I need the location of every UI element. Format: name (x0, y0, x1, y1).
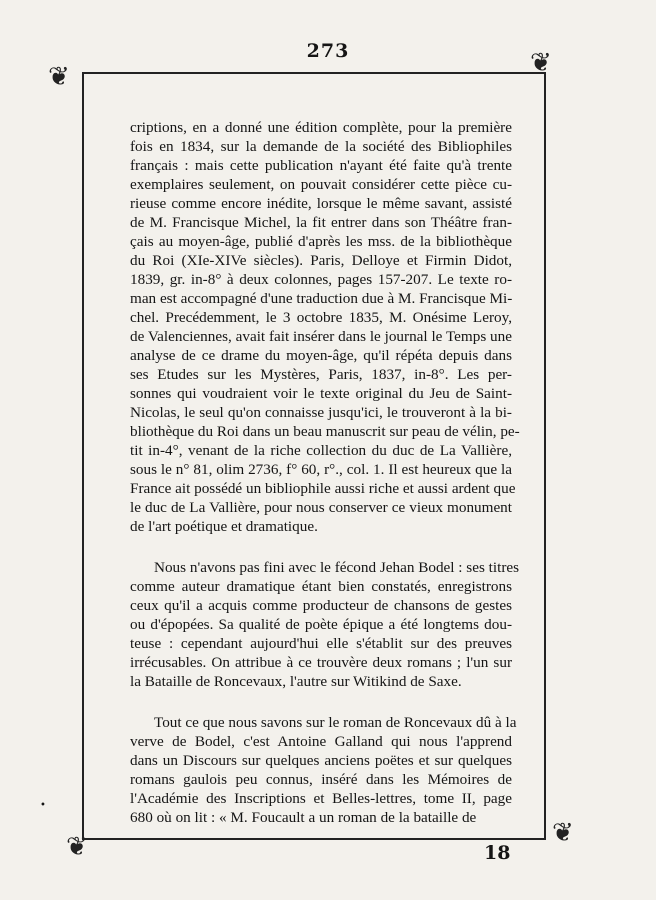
corner-flourish-icon: ❦ (552, 818, 574, 848)
text-line: français : mais cette publication n'ayant été faite qu'à trente (130, 157, 512, 174)
text-line: çais au moyen-âge, publié d'après les mss. de la bibliothèque (130, 233, 512, 250)
text-line: romans gaulois peu connus, inséré dans les Mémoires de (130, 771, 512, 788)
text-line: rieuse comme encore inédite, lorsque le même savant, assisté (130, 195, 512, 212)
text-line: 680 où on lit : « M. Foucault a un roman de la bataille de (130, 809, 477, 826)
text-line: verve de Bodel, c'est Antoine Galland qui nous l'apprend (130, 733, 512, 750)
paragraph (130, 713, 517, 827)
text-line: ceux qu'il a acquis comme producteur de chansons de gestes (130, 597, 512, 614)
text-line: man est accompagné d'une traduction due à M. Francisque Mi- (130, 290, 513, 307)
body-text (130, 118, 520, 827)
paragraph (130, 558, 520, 691)
text-line: de l'art poétique et dramatique. (130, 518, 318, 535)
text-line: ou d'épopées. Sa qualité de poète épique a été longtems dou- (130, 616, 512, 633)
text-line: Tout ce que nous savons sur le roman de Roncevaux dû à la (154, 714, 517, 731)
paragraph-gap (130, 536, 512, 558)
corner-flourish-icon: ❦ (530, 48, 552, 78)
text-line: tit in-4°, venant de la riche collection du duc de La Vallière, (130, 442, 512, 459)
text-line: chel. Precédemment, le 3 octobre 1835, M. Onésime Leroy, (130, 309, 512, 326)
text-line: France ait possédé un bibliophile aussi riche et aussi ardent que (130, 480, 516, 497)
text-line: criptions, en a donné une édition complète, pour la première (130, 119, 512, 136)
signature-mark: 18 (484, 842, 511, 864)
page-number: 273 (306, 40, 350, 62)
paragraph (130, 118, 520, 536)
text-line: du Roi (XIe-XIVe siècles). Paris, Delloye et Firmin Didot, (130, 252, 512, 269)
corner-flourish-icon: ❦ (48, 62, 70, 92)
text-line: irrécusables. On attribue à ce trouvère deux romans ; l'un sur (130, 654, 512, 671)
text-line: sous le n° 81, olim 2736, f° 60, r°., col. 1. Il est heureux que la (130, 461, 512, 478)
text-line: teuse : cependant aujourd'hui elle s'établit sur des preuves (130, 635, 512, 652)
text-line: sonnes qui voudraient voir le texte original du Jeu de Saint- (130, 385, 512, 402)
text-line: l'Académie des Inscriptions et Belles-lettres, tome II, page (130, 790, 512, 807)
text-line: dans un Discours sur quelques anciens poëtes et sur quelques (130, 752, 512, 769)
text-line: exemplaires seulement, on pouvait considérer cette pièce cu- (130, 176, 512, 193)
text-line: 1839, gr. in-8° à deux colonnes, pages 157-207. Le texte ro- (130, 271, 512, 288)
text-line: le duc de La Vallière, pour nous conserver ce vieux monument (130, 499, 512, 516)
corner-flourish-icon: ❦ (66, 832, 88, 862)
text-line: fois en 1834, sur la demande de la société des Bibliophiles (130, 138, 512, 155)
text-line: la Bataille de Roncevaux, l'autre sur Witikind de Saxe. (130, 673, 462, 690)
text-line: comme auteur dramatique étant bien constatés, enregistrons (130, 578, 512, 595)
text-line: Nous n'avons pas fini avec le fécond Jehan Bodel : ses titres (154, 559, 520, 576)
text-line: ses Etudes sur les Mystères, Paris, 1837, in-8°. Les per- (130, 366, 512, 383)
text-line: analyse de ce drame du moyen-âge, qu'il répéta depuis dans (130, 347, 512, 364)
paragraph-gap (130, 691, 512, 713)
text-line: Nicolas, le seul qu'on connaisse jusqu'ici, le trouveront à la bi- (130, 404, 512, 421)
text-line: de Valenciennes, avait fait insérer dans le journal le Temps une (130, 328, 512, 345)
text-line: de M. Francisque Michel, la fit entrer dans son Théâtre fran- (130, 214, 512, 231)
ink-dot: • (40, 800, 46, 811)
text-line: bliothèque du Roi dans un beau manuscrit sur peau de vélin, pe- (130, 423, 520, 440)
